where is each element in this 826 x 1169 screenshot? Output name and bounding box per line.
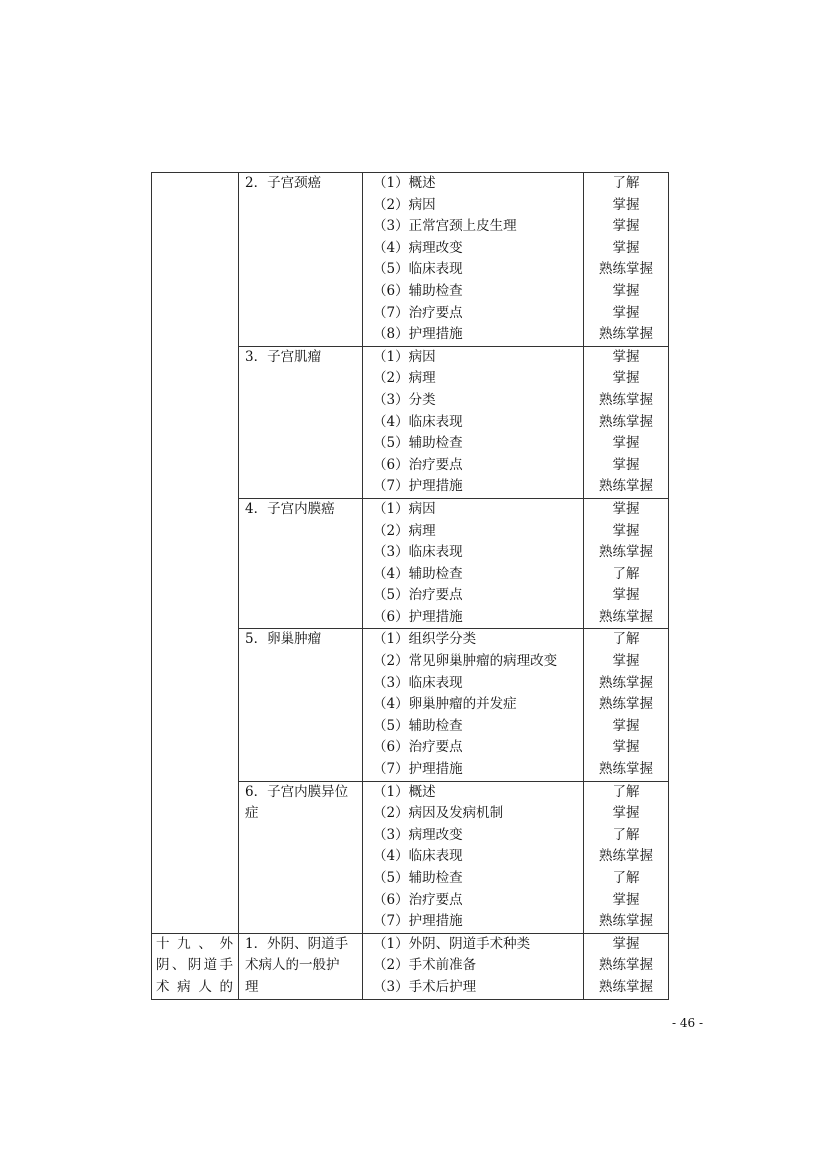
item-cell: 2．子宫颈癌 <box>239 173 363 347</box>
content-line: （6）治疗要点 <box>373 891 463 908</box>
level-cell <box>584 629 669 781</box>
content-line: （5）治疗要点 <box>373 587 463 604</box>
level-label: 掌握 <box>612 935 640 952</box>
unit-line: 术病人的 <box>156 978 233 995</box>
content-line: （4）临床表现 <box>373 848 463 865</box>
item-cell: 6．子宫内膜异位 症 <box>239 781 363 933</box>
syllabus-table <box>151 172 669 1000</box>
content-line: （6）治疗要点 <box>373 456 463 473</box>
level-label: 了解 <box>612 175 640 191</box>
level-label: 了解 <box>612 631 640 648</box>
item-cell: 5．卵巢肿瘤 <box>239 629 363 781</box>
level-label: 熟练掌握 <box>599 913 653 930</box>
level-label: 掌握 <box>612 435 640 452</box>
level-label: 熟练掌握 <box>599 391 653 408</box>
level-label: 了解 <box>612 783 640 800</box>
content-line: （6）护理措施 <box>373 608 463 625</box>
level-label: 熟练掌握 <box>599 696 653 713</box>
item-cell: 1．外阴、阴道手 术病人的一般护 理 <box>239 933 363 999</box>
level-label: 掌握 <box>612 805 640 822</box>
content-line: （3）正常宫颈上皮生理 <box>373 218 517 235</box>
level-cell <box>584 781 669 933</box>
level-label: 熟练掌握 <box>599 978 653 995</box>
unit-line: 十九、外 <box>156 935 233 952</box>
content-line: （7）护理措施 <box>373 913 463 930</box>
level-label: 掌握 <box>612 717 640 734</box>
level-label: 熟练掌握 <box>599 761 653 778</box>
level-label: 熟练掌握 <box>599 608 653 625</box>
unit-cell-empty <box>152 173 239 934</box>
content-line: （2）病理 <box>373 522 436 539</box>
content-line: （3）病理改变 <box>373 826 463 843</box>
content-line: （3）分类 <box>373 391 436 408</box>
level-label: 掌握 <box>612 653 640 670</box>
content-line: （2）手术前准备 <box>373 957 477 974</box>
content-line: （7）治疗要点 <box>373 304 463 321</box>
level-label: 了解 <box>612 870 640 886</box>
unit-cell <box>152 933 239 999</box>
item-cell: 3．子宫肌瘤 <box>239 346 363 498</box>
content-cell <box>363 498 584 629</box>
content-line: （1）病因 <box>373 500 436 517</box>
content-line: （5）辅助检查 <box>373 717 463 734</box>
level-label: 掌握 <box>612 891 640 908</box>
level-label: 了解 <box>612 565 640 582</box>
content-line: （6）辅助检查 <box>373 282 463 299</box>
level-label: 掌握 <box>612 348 640 365</box>
level-label: 熟练掌握 <box>599 957 653 974</box>
content-cell <box>363 629 584 781</box>
page-number: - 46 - <box>672 1016 704 1030</box>
content-cell <box>363 173 584 347</box>
level-label: 掌握 <box>612 239 640 256</box>
level-label: 掌握 <box>612 196 640 213</box>
level-label: 熟练掌握 <box>599 848 653 865</box>
level-label: 熟练掌握 <box>599 413 653 430</box>
level-label: 掌握 <box>612 282 640 299</box>
level-label: 掌握 <box>612 456 640 473</box>
content-line: （3）手术后护理 <box>373 978 477 995</box>
content-line: （2）常见卵巢肿瘤的病理改变 <box>373 653 558 670</box>
level-cell <box>584 498 669 629</box>
level-label: 掌握 <box>612 739 640 756</box>
table-row <box>152 173 669 347</box>
level-cell <box>584 173 669 347</box>
level-label: 掌握 <box>612 587 640 604</box>
content-cell <box>363 781 584 933</box>
unit-line: 阴、阴道手 <box>156 957 233 974</box>
level-label: 熟练掌握 <box>599 478 653 495</box>
table-row <box>152 933 669 999</box>
content-line: （3）临床表现 <box>373 674 463 691</box>
content-line: （1）外阴、阴道手术种类 <box>373 935 531 952</box>
content-line: （4）病理改变 <box>373 239 463 256</box>
level-label: 掌握 <box>612 500 640 517</box>
content-cell <box>363 933 584 999</box>
content-line: （1）组织学分类 <box>373 631 477 648</box>
level-label: 熟练掌握 <box>599 544 653 561</box>
content-line: （4）临床表现 <box>373 413 463 430</box>
content-line: （2）病因及发病机制 <box>373 805 504 822</box>
level-cell <box>584 346 669 498</box>
level-label: 熟练掌握 <box>599 326 653 343</box>
level-label: 掌握 <box>612 370 640 387</box>
content-line: （3）临床表现 <box>373 544 463 561</box>
content-line: （1）病因 <box>373 348 436 365</box>
content-line: （7）护理措施 <box>373 761 463 778</box>
item-cell: 4．子宫内膜癌 <box>239 498 363 629</box>
content-line: （1）概述 <box>373 783 436 800</box>
content-line: （5）辅助检查 <box>373 435 463 452</box>
level-label: 掌握 <box>612 218 640 235</box>
content-line: （6）治疗要点 <box>373 739 463 756</box>
level-cell <box>584 933 669 999</box>
content-line: （5）辅助检查 <box>373 870 463 886</box>
content-line: （7）护理措施 <box>373 478 463 495</box>
level-label: 了解 <box>612 826 640 843</box>
content-line: （4）卵巢肿瘤的并发症 <box>373 696 517 713</box>
content-line: （1）概述 <box>373 175 436 191</box>
content-line: （5）临床表现 <box>373 261 463 278</box>
level-label: 掌握 <box>612 304 640 321</box>
content-line: （2）病因 <box>373 196 436 213</box>
level-label: 熟练掌握 <box>599 261 653 278</box>
level-label: 掌握 <box>612 522 640 539</box>
level-label: 熟练掌握 <box>599 674 653 691</box>
content-line: （2）病理 <box>373 370 436 387</box>
content-cell <box>363 346 584 498</box>
content-line: （8）护理措施 <box>373 326 463 343</box>
content-line: （4）辅助检查 <box>373 565 463 582</box>
